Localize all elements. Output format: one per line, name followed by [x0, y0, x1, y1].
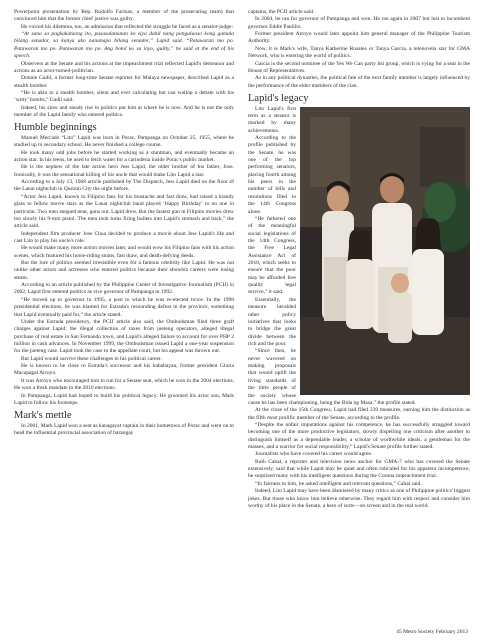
paragraph: In 2004, he ran for governor of Pampanga and won. He ran again in 2007 but lost to incumbent governor Eddie Panlilio.	[248, 16, 470, 30]
paragraph: In Pampanga, Lapid had hoped to build his political legacy. He groomed his actor son, Mark Lapid to follow his footsteps.	[14, 392, 234, 406]
left-column-humble-beginnings-body	[14, 135, 234, 407]
paragraph: According to an article published by the Philippine Center of Investigative Journalism (PCIJ) in 2002, Lapid first entered politics as vice governor of Pampanga in 1992.	[14, 282, 234, 296]
paragraph: He is known to be close to Estrada's successor and his kababayan, former president Gloria Macapagal Arroyo.	[14, 363, 234, 377]
paragraph: “Actor Jess Lapid, known to Filipino fans for his mustache and fast draw, had raised a brandy glass to fellow movie stars as the Lanai nightclub band played ‘Happy Birthday’ to no one in particular. Two men stepped near, guns out. Lapid drew. But the fastest gun in Filipino movies drew too slowly his 9-mm pistol. The men took turns firing bullets into Lapid's stomach and back,” the article said.	[14, 193, 234, 230]
paragraph: Donnie Gadil, a former long-time Senate reporter for Malaya newspaper, described Lapid as a stealth bomber.	[14, 75, 234, 89]
paragraph: “In fairness to him, he asked intelligent and relevant questions,” Cabal said.	[255, 480, 422, 487]
paragraph: He took many odd jobs before he started working as a stuntman, and eventually became an action star. In his teens, he used to fetch water for a carinderia inside Porac's public market.	[14, 149, 234, 164]
paragraph: It was Arroyo who encouraged him to run for a Senate seat, which he won in the 2004 elections. He won a fresh mandate in the 2010 elections.	[14, 377, 234, 392]
right-column	[248, 9, 470, 624]
paragraph: “At sana sa pagkakataong ito, pasasalamatan ko siya dahil nang pangulaoso kong gamala bilang senador, sa kanya ako nananapa bilang senador,” Lapid said. “Patawaran mo po. Patawaran mo po. Patawaran mo po. Ang botol ko sa inyo, guilty,” he said at the end of his speech.	[14, 31, 234, 60]
paragraph: “He fathered one of the meaningful social legislations of the 14th Congress, the Free Legal Assistance Act of 2010, which seeks to ensure that the poor may be afforded free quality legal service,” it said.	[248, 215, 296, 296]
paragraph: According to a July 13, 1968 article published by The Dispatch, Jess Lapid died on the floor of the Lanai nightclub in Quezon City the night before.	[14, 179, 234, 193]
paragraph: He voiced his dilemma, too, an admission that reflected the struggle he faced as a senator-judge:	[21, 23, 234, 30]
paragraph: Indeed, his slow and steady rise in politics put him at where he is now. And he is not the only member of the Lapid family who entered politics.	[14, 104, 234, 119]
paragraph: “He is akin to a stealth bomber, silent and ever calculating but can wallop a debate with his ‘witty’ bombs,” Gadil said.	[14, 89, 234, 104]
page-footer: 45 Metro Society February 2013	[396, 629, 468, 635]
paragraph: Independent film producer Jose Chua decided to produce a movie about Jess Lapid's life and cast Lito to play his uncle's role.	[14, 230, 234, 244]
paragraph: Lito Lapid's first term as a senator is marked by many achievements.	[248, 105, 296, 134]
paragraph: According to the profile published by the Senate, he was one of the top performing senators, placing fourth among his peers in the number of bills and resolutions filed in the 14th Congress alone.	[248, 134, 296, 215]
paragraph: Powerpoint presentation by Rep. Rodolfo Farinas, a member of the prosecuting team) that convinced him that the former chief justice was guilty.	[14, 9, 234, 23]
right-column-intro	[248, 9, 470, 90]
paragraph: He is the nephew of the late action hero Jess Lapid, the older brother of his father, Jose. Ironically, it was the sensational killing of his uncle that would make Lito Lapid a star.	[14, 164, 234, 178]
left-column	[14, 9, 234, 632]
paragraph: But Lapid would survive these challenges to his political career.	[21, 355, 162, 362]
paragraph: Former president Arroyo would later appoint him general manager of the Philippine Tourism Authority.	[248, 31, 470, 45]
paragraph: He would make many more action movies later, and would wow his Filipino fans with his action scenes, which featured his horse-riding stunts, fast draw, and death-defying deeds.	[14, 245, 234, 259]
paragraph: As in any political dynasties, the political fate of the next family member is largely influenced by the performance of the elder members of the clan.	[248, 75, 470, 89]
heading-humble-beginnings: Humble beginnings	[14, 122, 97, 134]
paragraph: In 2001, Mark Lapid won a seat as kanagayat captain in their hometown of Porac and went on to head the influential provincial association of barangay	[14, 422, 234, 437]
paragraph: But the lure of politics seemed irresistible even for a famous celebrity like Lapid. He was not unlike other actors and actresses who entered politics because their showbiz careers were losing steam.	[14, 260, 234, 281]
paragraph: “Despite the unfair imputations against his competence, he has successfully struggled toward becoming one of the more productive legislators, slowly dispelling one criticism after another to distinguish himself as a dependable leader, a scholar of worthwhile ideals, a gentleman for the masses, and a warrior for social responsibility,” Lapid's Senate profile further stated.	[248, 421, 470, 451]
paragraph: Observers at the Senate and his actions at the impeachment trial reflected Lapid's demeanor and actions as an actor-turned-politician.	[14, 60, 234, 74]
paragraph: Journalists who have covered his career would agree.	[255, 451, 373, 458]
heading-lapids-legacy: Lapid's legacy	[248, 92, 309, 104]
left-column-intro	[14, 9, 234, 119]
family-photo-image	[300, 107, 470, 395]
paragraph: Indeed, Lito Lapid may have been dismissed by many critics as one of Philippine politics' biggest jokes. But those who know him believe otherwise. They regard him with respect and consider him worthy of his place in the Senate, a hero of sorts—on screen and in the real world.	[248, 488, 470, 509]
paragraph: Garcia is the second nominee of the Yes We Can party list group, which is vying for a seat in the House of Representatives.	[248, 60, 470, 74]
paragraph: Under the Estrada presidency, the PCIJ article also said, the Ombudsman filed three graft charges against Lapid: the illegal collection of taxes from jueteng operators, alleged illegal purchase of real estate in San Fernando town, and Lapid's alleged failure to account for over PHP 2 million in cash advances. In November 1999, the Ombudsman issued Lapid a one-year suspension for the jueteng case. Lapid took the case to the appellate court, but his appeal was thrown out.	[14, 318, 234, 355]
paragraph: Essentially, the measure heralded other policy initiatives that looks to bridge the great divide between the rich and the poor.	[248, 296, 296, 347]
paragraph: Ruth Cabal, a reporter and television news anchor for GMA-7 who has covered the Senate extensively, said that while Lapid may be quiet and often ridiculed for his apparent incompetence, he surprised many with his intelligent questions during the Corona impeachment trial.	[248, 458, 470, 480]
paragraph: captains, the PCIJ article said.	[248, 9, 315, 15]
heading-marks-mettle: Mark's mettle	[14, 410, 72, 422]
paragraph: At the close of the 15th Congress, Lapid had filed 239 measures, earning him the distinction as the fifth most prolific member of the Senate, according to the profile.	[248, 407, 470, 421]
paragraph: Now, it is Mark's wife, Tanya Katherine Rosales or Tanya Garcia, a telenovela star for GMA Network, who is entering the world of politics.	[248, 45, 470, 60]
paragraph: Manuel Mercado “Lito” Lapid was born in Porac, Pampanga on October 25, 1955, where he studied up to secondary school. He never finished a college course.	[14, 134, 234, 149]
right-column-legacy-body	[248, 422, 470, 510]
paragraph: “Since then, he never wavered on making proposals that would uplift the living standards of the little people of the society whose cause he has been championing, being the Bida ng Masa,” the profile stated.	[248, 348, 416, 406]
left-column-marks-mettle-body	[14, 423, 234, 438]
family-photo	[300, 107, 470, 395]
paragraph: “He moved up to governor in 1995, a post to which he was re-elected twice. In the 1998 presidential elections, he was blamed for Estrada's resounding defeat in the province, something that Lapid eventually paid for,” the article stated.	[14, 296, 234, 318]
